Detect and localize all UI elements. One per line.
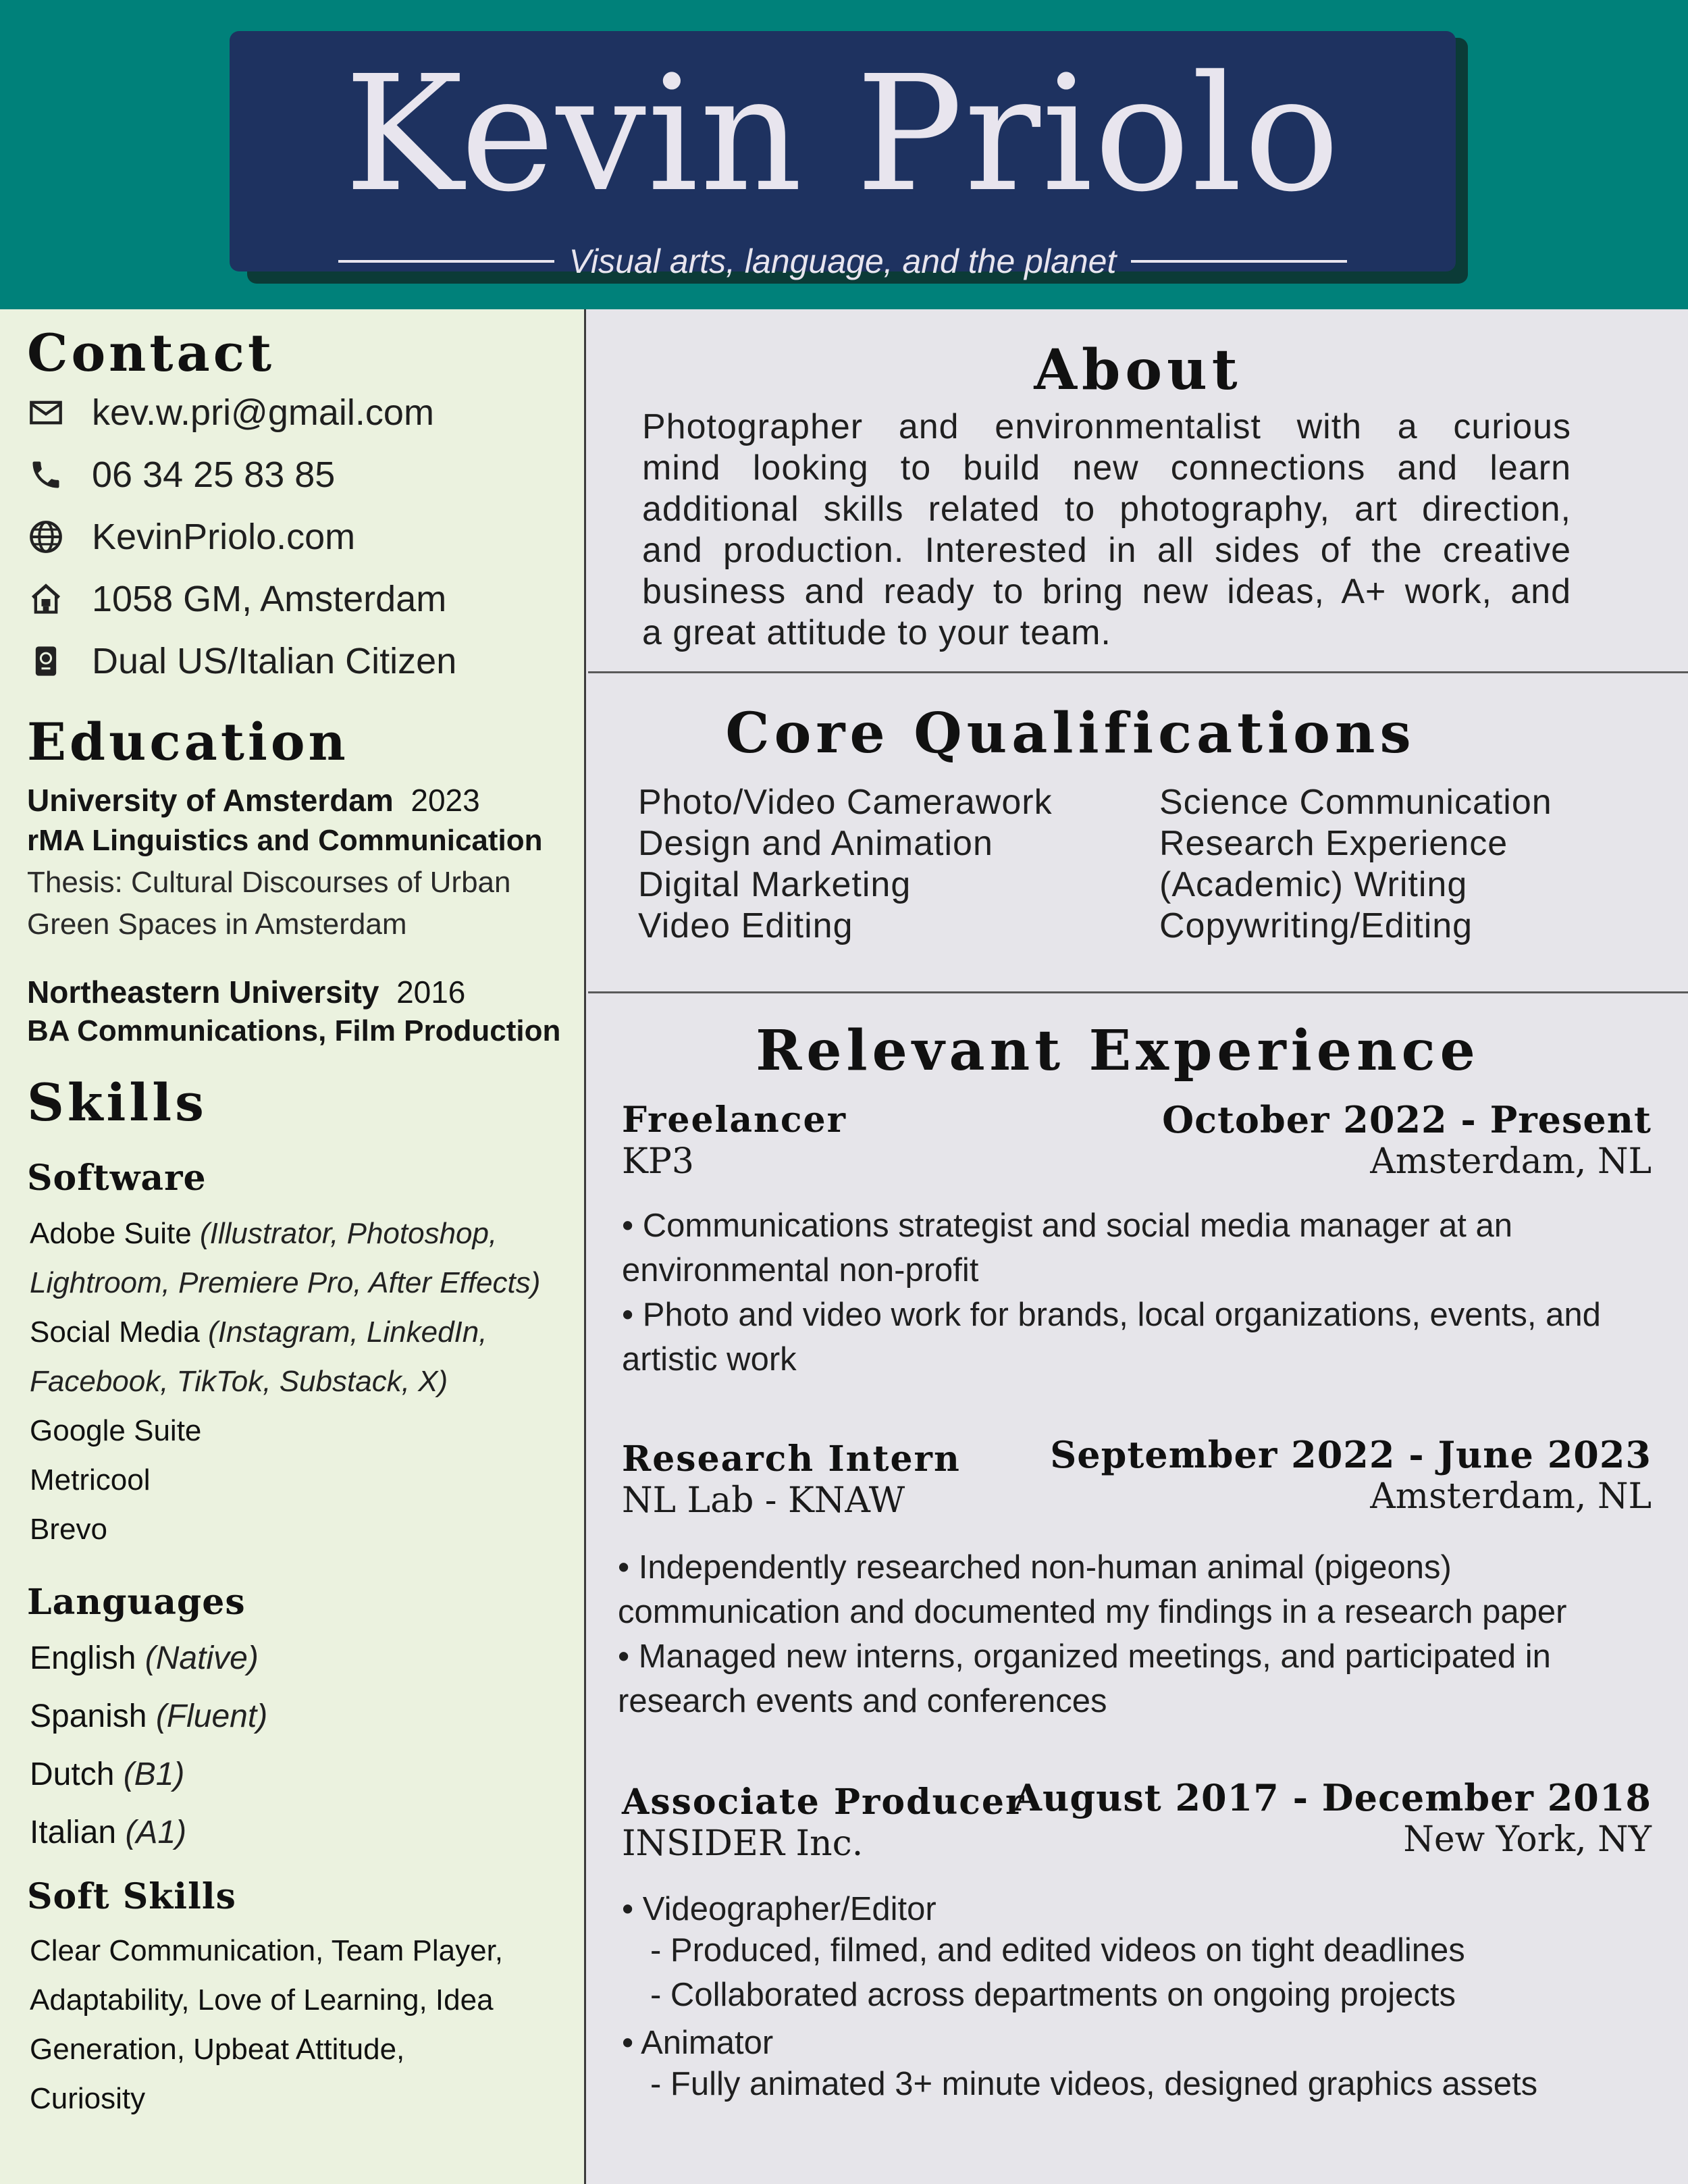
phone-icon	[27, 456, 65, 494]
job-dates: August 2017 - December 2018	[1013, 1776, 1652, 1819]
education-thesis-line-1: Thesis: Cultural Discourses of Urban	[27, 866, 511, 899]
education-school-1	[27, 782, 480, 818]
tagline: Visual arts, language, and the planet	[569, 242, 1117, 280]
job-bullet: • Managed new interns, organized meetings, and participated in research events and conferences	[618, 1638, 1551, 1719]
software-line-3: Social Media (Instagram, LinkedIn,	[30, 1316, 487, 1349]
job-sub-bullet: - Fully animated 3+ minute videos, designed graphics assets	[650, 2066, 1538, 2102]
software-line-1: Adobe Suite (Illustrator, Photoshop,	[30, 1217, 498, 1250]
qualification-item: Science Communication	[1159, 783, 1552, 822]
soft-skills-line-4: Curiosity	[30, 2082, 146, 2115]
contact-address-text: 1058 GM, Amsterdam	[92, 579, 447, 619]
job-org: KP3	[622, 1141, 694, 1182]
school-name: Northeastern University	[27, 974, 379, 1010]
qualifications-left	[638, 782, 1053, 947]
school-year: 2016	[396, 974, 466, 1010]
qualifications-right	[1159, 782, 1552, 947]
job-title: Associate Producer	[622, 1782, 1026, 1823]
job-org: INSIDER Inc.	[622, 1823, 864, 1864]
about-line: additional skills related to photography, art direction,	[642, 490, 1571, 529]
about-line: business and ready to bring new ideas, A+ work, and	[642, 572, 1571, 611]
qualification-item: Video Editing	[638, 906, 853, 945]
contact-email[interactable]	[27, 389, 434, 436]
contact-website-text: KevinPriolo.com	[92, 517, 356, 557]
language-spanish: Spanish (Fluent)	[30, 1698, 268, 1734]
job-title: Research Intern	[622, 1438, 961, 1480]
contact-address	[27, 575, 446, 623]
language-dutch: Dutch (B1)	[30, 1757, 185, 1792]
education-degree-2: BA Communications, Film Production	[27, 1014, 561, 1047]
job-org: NL Lab - KNAW	[622, 1480, 905, 1521]
software-line-2: Lightroom, Premiere Pro, After Effects)	[30, 1266, 541, 1299]
job-title: Freelancer	[622, 1099, 847, 1141]
qualification-item: (Academic) Writing	[1159, 865, 1468, 904]
qualifications-heading: Core Qualifications	[725, 701, 1416, 766]
software-line-5: Google Suite	[30, 1414, 202, 1447]
job-bullet: • Videographer/Editor	[622, 1891, 937, 1927]
soft-skills-line-1: Clear Communication, Team Player,	[30, 1934, 504, 1967]
qualification-item: Copywriting/Editing	[1159, 906, 1473, 945]
contact-website[interactable]	[27, 513, 355, 561]
job-location: Amsterdam, NL	[1370, 1141, 1652, 1182]
sidebar	[0, 309, 586, 2184]
school-year: 2023	[411, 783, 480, 818]
tagline-rule-left	[338, 260, 554, 263]
tagline-rule-right	[1131, 260, 1347, 263]
globe-icon	[27, 518, 65, 556]
about-line: and production. Interested in all sides of the creative	[642, 531, 1571, 570]
person-name: Kevin Priolo	[344, 41, 1342, 227]
software-line-4: Facebook, TikTok, Substack, X)	[30, 1365, 448, 1398]
job-location: Amsterdam, NL	[1370, 1476, 1652, 1517]
passport-icon	[27, 642, 65, 680]
language-italian: Italian (A1)	[30, 1815, 187, 1850]
divider	[588, 671, 1688, 673]
house-icon	[27, 580, 65, 618]
divider	[588, 991, 1688, 993]
name-banner	[230, 31, 1456, 280]
qualification-item: Photo/Video Camerawork	[638, 783, 1053, 822]
school-name: University of Amsterdam	[27, 783, 394, 818]
contact-citizenship	[27, 638, 456, 685]
contact-phone-text: 06 34 25 83 85	[92, 454, 336, 495]
about-heading: About	[1034, 338, 1242, 402]
tagline-row	[230, 242, 1456, 281]
job-sub-bullet: - Collaborated across departments on ongoing projects	[650, 1977, 1456, 2013]
experience-heading: Relevant Experience	[756, 1018, 1480, 1083]
job-dates: October 2022 - Present	[1162, 1098, 1652, 1141]
education-thesis-line-2: Green Spaces in Amsterdam	[27, 908, 407, 941]
software-heading: Software	[27, 1158, 207, 1199]
soft-skills-line-2: Adaptability, Love of Learning, Idea	[30, 1983, 494, 2017]
about-line: Photographer and environmentalist with a curious	[642, 407, 1571, 446]
qualification-item: Research Experience	[1159, 824, 1508, 863]
about-line: mind looking to build new connections and learn	[642, 448, 1571, 488]
soft-skills-line-3: Generation, Upbeat Attitude,	[30, 2033, 405, 2066]
job-sub-bullet: - Produced, filmed, and edited videos on tight deadlines	[650, 1932, 1465, 1969]
main-column	[588, 309, 1688, 2184]
contact-heading: Contact	[27, 323, 275, 383]
software-line-7: Brevo	[30, 1513, 107, 1546]
soft-skills-heading: Soft Skills	[27, 1876, 236, 1917]
about-line: a great attitude to your team.	[642, 613, 1111, 652]
contact-citizenship-text: Dual US/Italian Citizen	[92, 641, 457, 681]
languages-heading: Languages	[27, 1582, 246, 1623]
qualification-item: Design and Animation	[638, 824, 993, 863]
job-dates: September 2022 - June 2023	[1050, 1433, 1652, 1476]
contact-email-text: kev.w.pri@gmail.com	[92, 392, 434, 433]
software-line-6: Metricool	[30, 1463, 151, 1497]
job-bullet: • Independently researched non-human animal (pigeons) communication and documented my findings in a research paper	[618, 1549, 1567, 1630]
qualification-item: Digital Marketing	[638, 865, 912, 904]
about-text	[642, 407, 1571, 654]
header-bar	[0, 0, 1688, 309]
skills-heading: Skills	[27, 1072, 207, 1133]
job-bullet: • Animator	[622, 2025, 774, 2061]
education-degree-1: rMA Linguistics and Communication	[27, 824, 543, 857]
contact-phone[interactable]	[27, 451, 335, 498]
job-location: New York, NY	[1403, 1819, 1652, 1860]
language-english: English (Native)	[30, 1640, 259, 1676]
education-heading: Education	[27, 712, 349, 772]
job-bullet: • Communications strategist and social media manager at an environmental non-profit	[622, 1207, 1513, 1289]
job-bullet: • Photo and video work for brands, local organizations, events, and artistic work	[622, 1297, 1601, 1378]
envelope-icon	[27, 394, 65, 432]
education-school-2	[27, 974, 465, 1010]
